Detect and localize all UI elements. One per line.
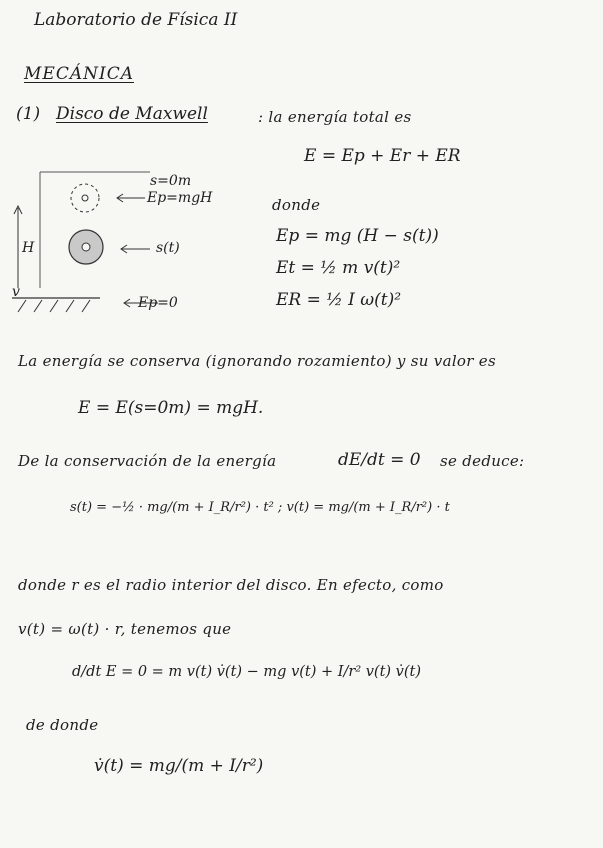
conservation-text-2: De la conservación de la energía (18, 452, 277, 470)
section-heading: MECÁNICA (24, 64, 134, 84)
label-ep0: Ep=0 (138, 295, 178, 311)
label-h: H (22, 240, 35, 256)
radius-text: donde r es el radio interior del disco. En efecto, como (18, 576, 444, 594)
conservation-text-2b: se deduce: (440, 452, 525, 470)
label-v: v (12, 284, 20, 300)
acceleration-formula: v̇(t) = mg/(m + I/r²) (94, 756, 264, 776)
label-ep-mgh: Ep=mgH (147, 190, 213, 206)
translational-energy-equation: Et = ½ m v(t)² (276, 258, 401, 278)
label-st: s(t) (156, 240, 180, 256)
velocity-relation-text: v(t) = ω(t) · r, tenemos que (18, 620, 232, 638)
maxwell-disc-diagram (0, 160, 250, 330)
problem-number: (1) (16, 104, 41, 124)
page-title: Laboratorio de Física II (34, 10, 238, 30)
label-s0: s=0m (150, 173, 192, 189)
potential-energy-equation: Ep = mg (H − s(t)) (276, 226, 439, 246)
energy-constant-equation: E = E(s=0m) = mgH. (78, 398, 264, 418)
de-donde-text: de donde (26, 716, 99, 734)
donde-label: donde (272, 196, 321, 214)
total-energy-equation: E = Ep + Er + ER (304, 146, 461, 166)
conservation-text: La energía se conserva (ignorando rozamiento) y su valor es (18, 352, 496, 370)
derivative-equation: d/dt E = 0 = m v(t) v̇(t) − mg v(t) + I/r² v(t) v̇(t) (72, 664, 422, 680)
position-velocity-formula: s(t) = −½ · mg/(m + I_R/r²) · t² ; v(t) = mg/(m + I_R/r²) · t (70, 500, 450, 515)
derivative-zero-formula: dE/dt = 0 (338, 450, 421, 470)
problem-name: Disco de Maxwell (56, 104, 208, 124)
problem-intro: : la energía total es (258, 108, 412, 126)
rotational-energy-equation: ER = ½ I ω(t)² (276, 290, 402, 310)
